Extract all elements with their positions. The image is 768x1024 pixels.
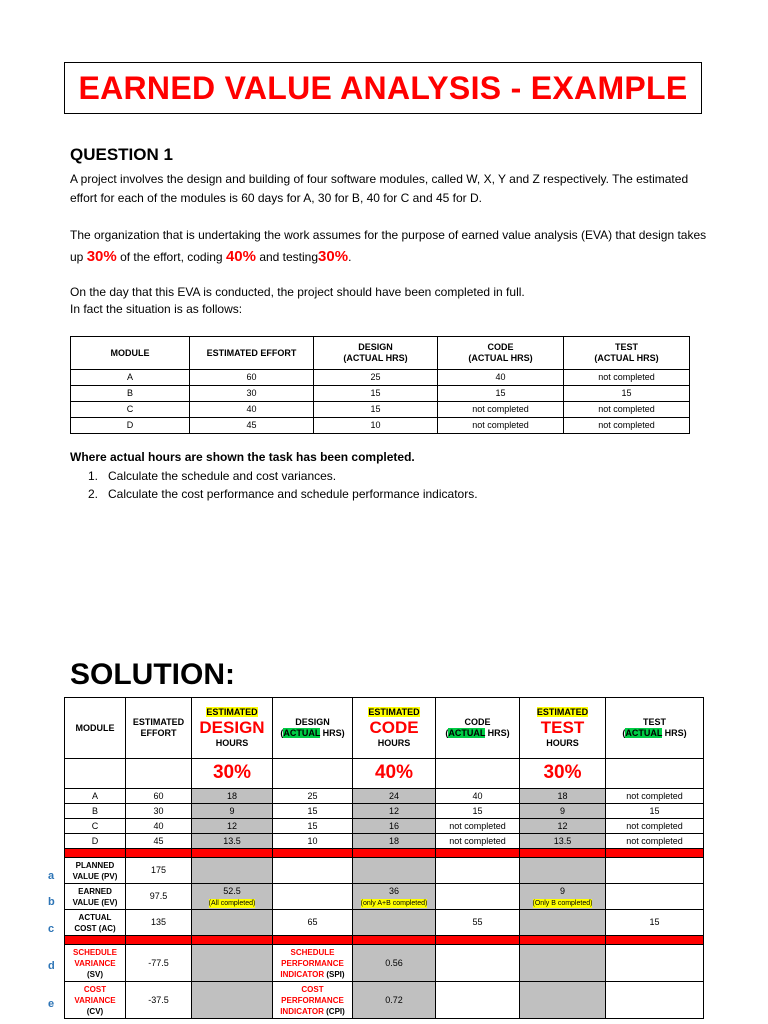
cost-variance-row: COST VARIANCE (CV) -37.5 COST PERFORMANCE INDICATOR (CPI) 0.72: [65, 982, 704, 1019]
page-title: EARNED VALUE ANALYSIS - EXAMPLE: [78, 69, 688, 106]
sol-col-actual-code: CODE (ACTUAL HRS): [436, 698, 520, 759]
actual-cost-row: ACTUAL COST (AC) 135 65 55 15: [65, 910, 704, 936]
table-row: A 60 25 40 not completed: [71, 370, 690, 386]
table-row: A 60 18 25 24 40 18 not completed: [65, 789, 704, 804]
col-module: MODULE: [71, 337, 190, 370]
table-row: B 30 9 15 12 15 9 15: [65, 804, 704, 819]
red-divider: [65, 849, 704, 858]
list-item: 2. Calculate the cost performance and schedule performance indicators.: [88, 487, 478, 501]
sol-col-actual-test: TEST (ACTUAL HRS): [606, 698, 704, 759]
question-heading: QUESTION 1: [70, 145, 173, 164]
table-row: C 40 12 15 16 not completed 12 not completed: [65, 819, 704, 834]
table-row: D 45 10 not completed not completed: [71, 418, 690, 434]
instruction-list: [70, 467, 478, 503]
status-table: [70, 336, 690, 434]
title-box: [64, 62, 702, 114]
col-estimated-effort: ESTIMATED EFFORT: [190, 337, 314, 370]
sol-col-module: MODULE: [65, 698, 126, 759]
question-paragraph-1: A project involves the design and building of four software modules, called W, X, Y and Z respectively. The estimated effort for each of the modules is 60 days for A, 30 for B, 40 for C and 45 for D.: [70, 172, 689, 205]
completion-note: Where actual hours are shown the task has been completed.: [70, 450, 415, 464]
table-row: D 45 13.5 10 18 not completed 13.5 not completed: [65, 834, 704, 849]
sol-col-est-design: ESTIMATED DESIGN HOURS: [192, 698, 273, 759]
col-design: DESIGN (ACTUAL HRS): [314, 337, 438, 370]
sol-col-actual-design: DESIGN (ACTUAL HRS): [273, 698, 353, 759]
sol-col-estimated-effort: ESTIMATED EFFORT: [126, 698, 192, 759]
schedule-variance-row: SCHEDULE VARIANCE (SV) -77.5 SCHEDULE PERFORMANCE INDICATOR (SPI) 0.56: [65, 945, 704, 982]
solution-table: [64, 697, 704, 1019]
earned-value-row: EARNED VALUE (EV) 97.5 52.5 (All completed) 36 (only A+B completed) 9 (Only B completed): [65, 884, 704, 910]
test-percent: 30%: [318, 248, 349, 265]
red-divider: [65, 936, 704, 945]
label-b: b: [48, 896, 55, 908]
design-percent: 30%: [86, 248, 117, 265]
table-row: C 40 15 not completed not completed: [71, 402, 690, 418]
sol-col-est-code: ESTIMATED CODE HOURS: [353, 698, 436, 759]
col-test: TEST (ACTUAL HRS): [564, 337, 690, 370]
question-paragraph-3: On the day that this EVA is conducted, the project should have been completed in full. In fact the situation is as follows:: [70, 285, 525, 316]
list-item: 1. Calculate the schedule and cost variances.: [88, 469, 337, 483]
label-c: c: [48, 923, 55, 935]
table-row: B 30 15 15 15: [71, 386, 690, 402]
planned-value-row: PLANNED VALUE (PV) 175: [65, 858, 704, 884]
col-code: CODE (ACTUAL HRS): [438, 337, 564, 370]
code-percent: 40%: [225, 248, 256, 265]
label-d: d: [48, 960, 55, 972]
question-paragraph-2: The organization that is undertaking the work assumes for the purpose of earned value analysis (EVA) that design takes up 30% of the effort, coding 40% and testing30%.: [70, 228, 707, 265]
label-a: a: [48, 870, 55, 882]
label-e: e: [48, 998, 55, 1010]
percent-row: 30% 40% 30%: [65, 759, 704, 789]
sol-col-est-test: ESTIMATED TEST HOURS: [520, 698, 606, 759]
solution-heading: SOLUTION:: [70, 658, 235, 691]
